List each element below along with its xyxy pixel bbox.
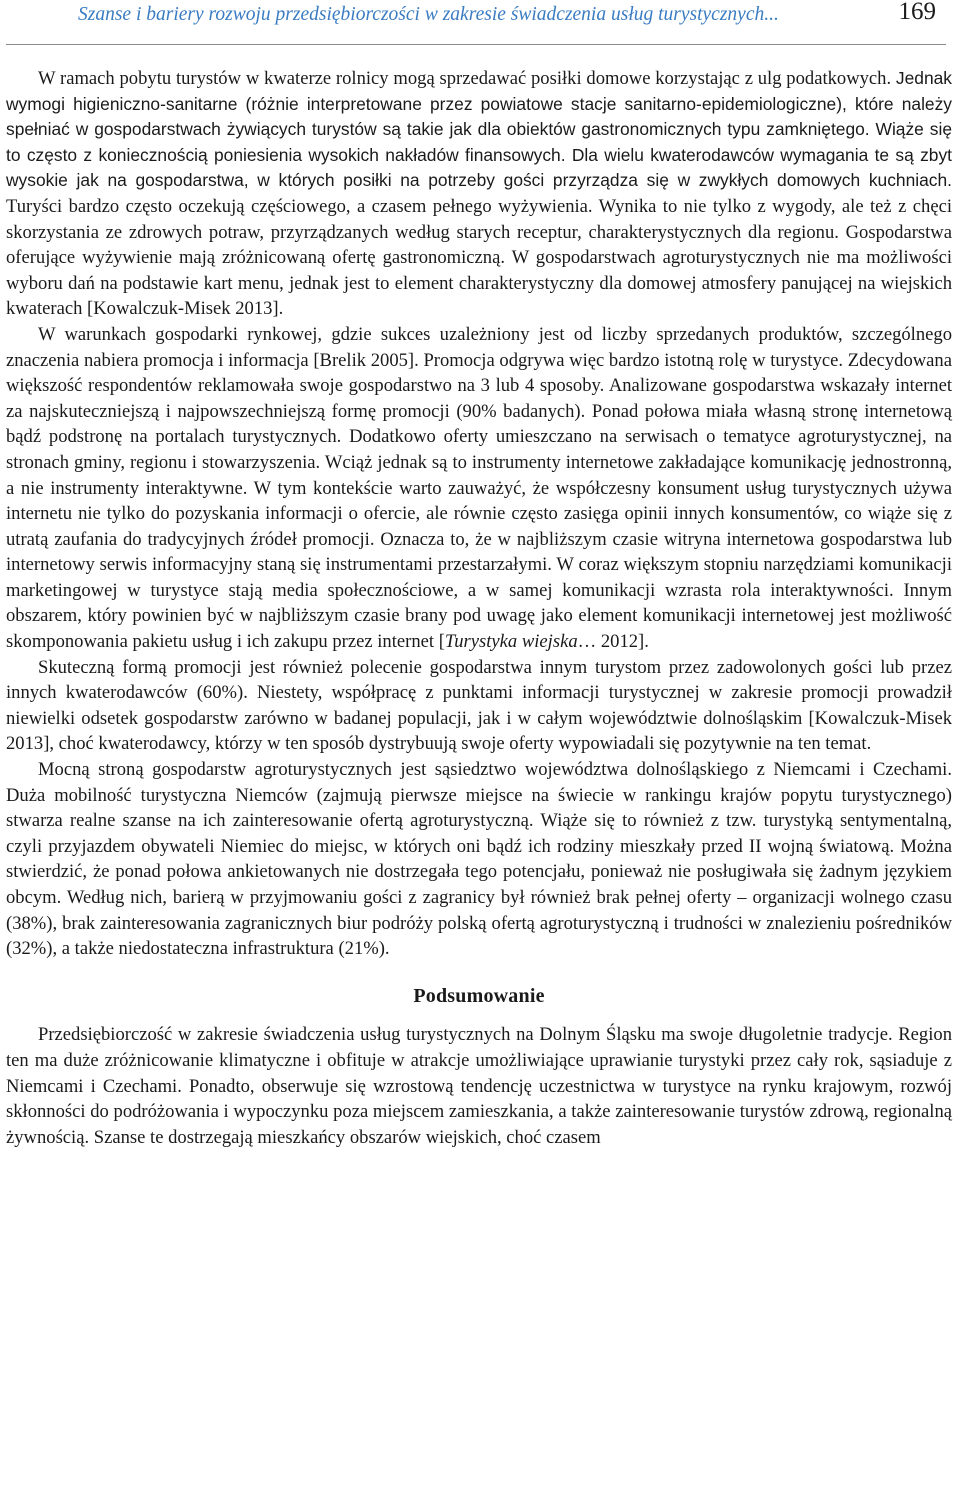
paragraph-accommodation-meals — [6, 66, 952, 322]
text-segment: … 2012]. — [577, 631, 649, 653]
paragraph-summary: Przedsiębiorczość w zakresie świadczenia usług turystycznych na Dolnym Śląsku ma swoje długoletnie tradycje. Region ten ma duże zróżnicowanie klimatyczne i obfituje w atrakcje umożliwiające uprawianie turystyki przez cały rok, sąsiaduje z Niemcami i Czechami. Ponadto, obserwuje się wzrostową tendencję uczestnictwa w turystyce na rynku krajowym, rozwój skłonności do podróżowania i wypoczynku poza miejscem zamieszkania, a także zainteresowanie turystów zdrową, regionalną żywnością. Szanse te dostrzegają mieszkańcy obszarów wiejskich, choć czasem — [6, 1024, 952, 1148]
section-heading: Podsumowanie — [413, 984, 545, 1007]
text-segment: Skuteczną formą promocji jest również polecenie gospodarstwa innym turystom przez zadowolonych gości lub przez innych kwaterodawców (60%). Niestety, współpracę z punktami informacji turystycznej w zakresie promocji prowadził niewielki odsetek gospodarstw zarówno w badanej populacji, jak i w całym województwie dolnośląskim [Kowalczuk-Misek 2013], choć kwaterodawcy, którzy w ten sposób dystrybuują swoje oferty wypowiadali się pozytywnie na ten temat. — [6, 656, 952, 755]
citation-italic: Turystyka wiejska — [444, 631, 578, 653]
running-title: Szanse i bariery rozwoju przedsiębiorczości w zakresie świadczenia usług turystycznych... — [78, 4, 779, 25]
text-segment: Jednak wymogi higieniczno-sanitarne (różnie interpretowane przez powiatowe stacje sanitarno-epidemiologiczne), które należy spełniać w gospodarstwach żywiących turystów są takie jak dla obiektów gastronomicznych typu zamkniętego. Wiąże się to często z koniecznością poniesienia wysokich nakładów finansowych. Dla wielu kwaterodawców wymagania te są zbyt wysokie jak na gospodarstwa, w których posiłki na potrzeby gości przyrządza się w zwykłych domowych kuchniach. — [6, 68, 952, 191]
paragraph-recommendation — [6, 655, 952, 757]
page-number: 169 — [898, 0, 936, 25]
text-segment: W ramach pobytu turystów w kwaterze rolnicy mogą sprzedawać posiłki domowe korzystając z ulg podatkowych. — [38, 68, 896, 89]
running-header — [6, 0, 946, 45]
body-text — [6, 66, 952, 1150]
text-segment: Turyści bardzo często oczekują częściowego, a czasem pełnego wyżywienia. Wynika to nie tylko z wygody, ale też z chęci skorzystania ze zdrowych potraw, przyrządzanych według starych receptur, charakterystycznych dla regionu. Gospodarstwa oferujące wyżywienie mają zróżnicowaną ofertę gastronomiczną. W gospodarstwach agroturystycznych nie ma możliwości wyboru dań na podstawie kart menu, jednak jest to element charakterystyczny dla domowej atmosfery panującej na wiejskich kwaterach [Kowalczuk-Misek 2013]. — [6, 195, 952, 320]
text-segment: Mocną stroną gospodarstw agroturystycznych jest sąsiedztwo województwa dolnośląskiego z Niemcami i Czechami. Duża mobilność turystyczna Niemców (zajmują pierwsze miejsce na świecie w rankingu krajów popytu turystycznego) stwarza realne szanse na ich zainteresowanie ofertą agroturystyczną. Wiąże się to również z tzw. turystyką sentymentalną, czyli przyjazdem obywateli Niemiec do miejsc, w których oni bądź ich rodziny mieszkały przed II wojną światową. Można stwierdzić, że ponad połowa ankietowanych nie dostrzegała tego potencjału, ponieważ nie posługiwała się żadnym językiem obcym. Według nich, barierą w przyjmowaniu gości z zagranicy był również brak pełnej oferty – organizacji wolnego czasu (38%), brak zainteresowania zagranicznych biur podróży polską ofertą agroturystyczną i trudności w znalezieniu pośredników (32%), a także niedostateczna infrastruktura (21%). — [6, 759, 952, 960]
paragraph-neighbourhood — [6, 757, 952, 962]
paragraph-promotion — [6, 322, 952, 655]
text-segment: W warunkach gospodarki rynkowej, gdzie sukces uzależniony jest od liczby sprzedanych produktów, szczególnego znaczenia nabiera promocja i informacja [Brelik 2005]. Promocja odgrywa więc bardzo istotną rolę w turystyce. Zdecydowana większość respondentów reklamowała swoje gospodarstwo na 3 lub 4 sposoby. Analizowane gospodarstwa wskazały internet za najskuteczniejszą i najpowszechniejszą formę promocji (90% badanych). Ponad połowa miała własną stronę internetową bądź podstronę na portalach turystycznych. Dodatkowo oferty umieszczano na serwisach o tematyce agroturystycznej, na stronach gminy, regionu i stowarzyszenia. Wciąż jednak są to instrumenty internetowe zakładające komunikację jednostronną, a nie instrumenty interaktywne. W tym kontekście warto zauważyć, że współczesny konsument usług turystycznych używa internetu nie tylko do pozyskania informacji o ofercie, ale równie często zasięga opinii innych konsumentów, co wiąże się z utratą zaufania do tradycyjnych źródeł promocji. Oznacza to, że w najbliższym czasie witryna internetowa gospodarstwa lub internetowy serwis informacyjny staną się instrumentami przestarzałymi. W coraz większym stopniu narzędziami komunikacji marketingowej w turystyce stają media społecznościowe, a w samej komunikacji wzrasta rola interaktywności. Innym obszarem, który powinien być w najbliższym czasie brany pod uwagę jako element komunikacji internetowej jest możliwość skomponowania pakietu usług i ich zakupu przez internet [ — [6, 323, 952, 653]
